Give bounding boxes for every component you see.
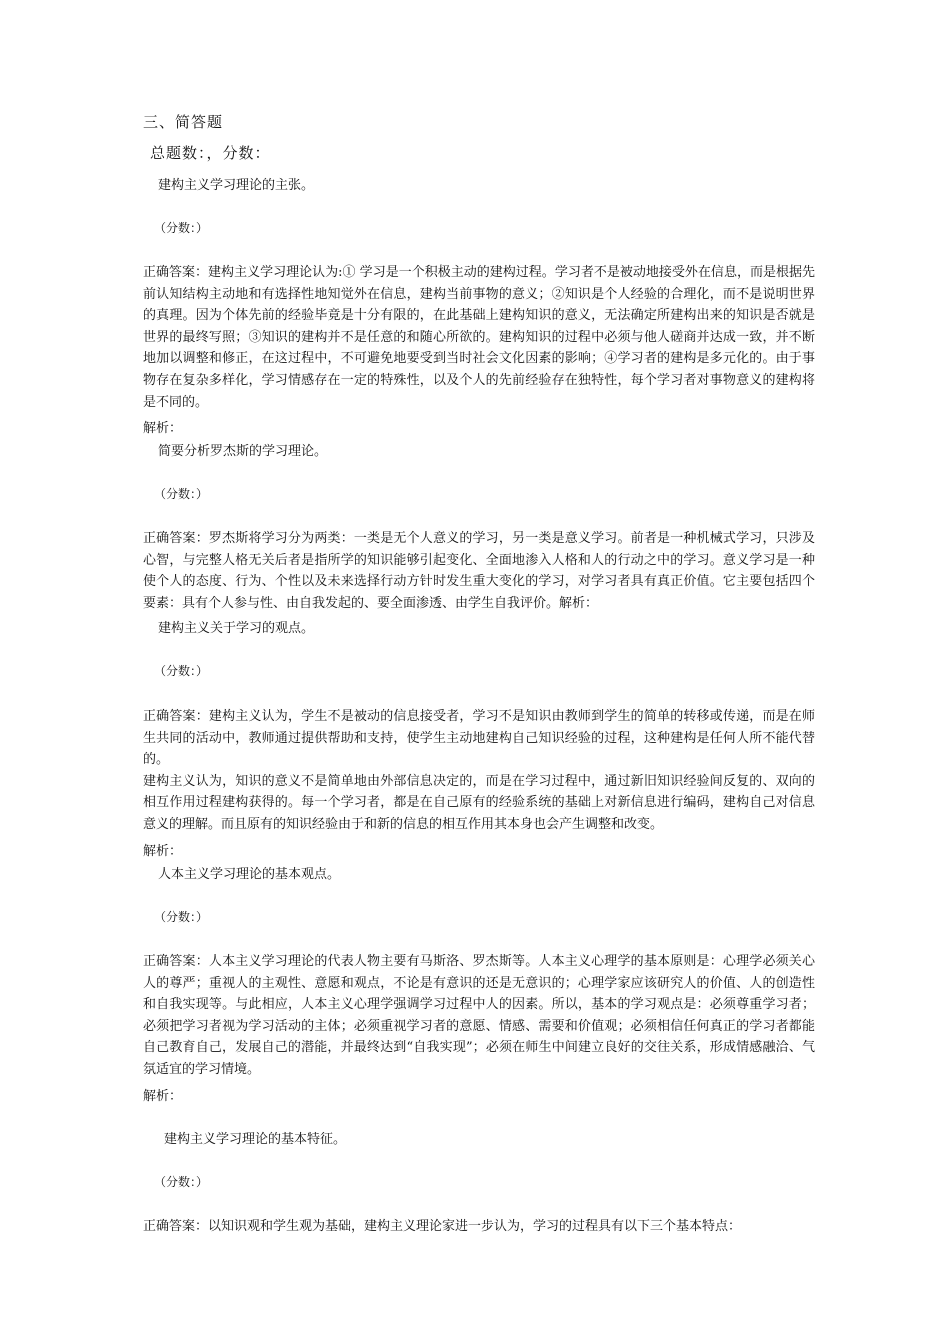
question-3-score: （分数：） xyxy=(154,664,209,678)
answer-text: 正确答案：人本主义学习理论的代表人物主要有马斯洛、罗杰斯等。人本主义心理学的基本原则是：心理学必须关心人的尊严；重视人的主观性、意愿和观点，不论是有意识的还是无意识的；心理学家应该研究人的价值、人的创造性和自我实现等。与此相应，人本主义心理学强调学习过程中人的因素。所以，基本的学习观点是：必须尊重学习者；必须把学习者视为学习活动的主体；必须重视学习者的意愿、情感、需要和价值观；必须相信任何真正的学习者都能自己教育自己，发展自己的潜能，并最终达到“自我实现”；必须在师生中间建立良好的交往关系，形成情感融洽、气氛适宜的学习情境。 xyxy=(143,954,815,1077)
answer-text: 正确答案：罗杰斯将学习分为两类：一类是无个人意义的学习，另一类是意义学习。前者是一种机械式学习，只涉及心智，与完整人格无关后者是指所学的知识能够引起变化、全面地渗入人格和人的行动之中的学习。意义学习是一种使个人的态度、行为、个性以及未来选择行动方针时发生重大变化的学习，对学习者具有真正价值。它主要包括四个要素：具有个人参与性、由自我发起的、要全面渗透、由学生自我评价。解析： xyxy=(143,531,815,611)
answer-text: 正确答案：以知识观和学生观为基础，建构主义理论家进一步认为，学习的过程具有以下三个基本特点： xyxy=(143,1219,742,1234)
question-2-score: （分数：） xyxy=(154,487,209,501)
answer-text: 正确答案：建构主义学习理论认为:① 学习是一个积极主动的建构过程。学习者不是被动地接受外在信息，而是根据先前认知结构主动地和有选择性地知觉外在信息，建构当前事物的意义；②知识是个人经验的合理化，而不是说明世界的真理。因为个体先前的经验毕竟是十分有限的，在此基础上建构知识的意义，无法确定所建构出来的知识是否就是世界的最终写照；③知识的建构并不是任意的和随心所欲的。建构知识的过程中必须与他人磋商并达成一致，并不断地加以调整和修正，在这过程中，不可避免地要受到当时社会文化因素的影响；④学习者的建构是多元化的。由于事物存在复杂多样化，学习情感存在一定的特殊性，以及个人的先前经验存在独特性，每个学习者对事物意义的建构将是不同的。 xyxy=(143,265,815,410)
answer-text-continued: 建构主义认为，知识的意义不是简单地由外部信息决定的，而是在学习过程中，通过新旧知识经验间反复的、双向的相互作用过程建构获得的。每一个学习者，都是在自己原有的经验系统的基础上对新信息进行编码，建构自己对信息意义的理解。而且原有的知识经验由于和新的信息的相互作用其本身也会产生调整和改变。 xyxy=(143,773,815,832)
question-1-answer xyxy=(143,262,815,413)
question-4-answer xyxy=(143,951,815,1081)
question-3-answer xyxy=(143,706,815,836)
question-4-prompt: 人本主义学习理论的基本观点。 xyxy=(158,867,341,882)
answer-text: 正确答案：建构主义认为，学生不是被动的信息接受者，学习不是知识由教师到学生的简单的转移或传递，而是在师生共同的活动中，教师通过提供帮助和支持，使学生主动地建构自己知识经验的过程，这种建构是任何人所不能代替的。 xyxy=(143,709,815,768)
question-4-analysis: 解析： xyxy=(143,1089,183,1104)
question-1-analysis: 解析： xyxy=(143,421,183,436)
question-3-prompt: 建构主义关于学习的观点。 xyxy=(158,621,315,636)
question-5-score: （分数：） xyxy=(154,1175,209,1189)
question-3-analysis: 解析： xyxy=(143,844,183,859)
question-5-answer xyxy=(143,1216,815,1238)
section-title: 三、简答题 xyxy=(143,113,224,131)
question-5-prompt: 建构主义学习理论的基本特征。 xyxy=(164,1132,347,1147)
question-4-score: （分数：） xyxy=(154,910,209,924)
question-1-score: （分数：） xyxy=(154,221,209,235)
question-1-prompt: 建构主义学习理论的主张。 xyxy=(158,178,315,193)
question-2-answer xyxy=(143,528,815,614)
section-summary: 总题数：，分数： xyxy=(150,144,271,162)
question-2-prompt: 简要分析罗杰斯的学习理论。 xyxy=(158,444,328,459)
